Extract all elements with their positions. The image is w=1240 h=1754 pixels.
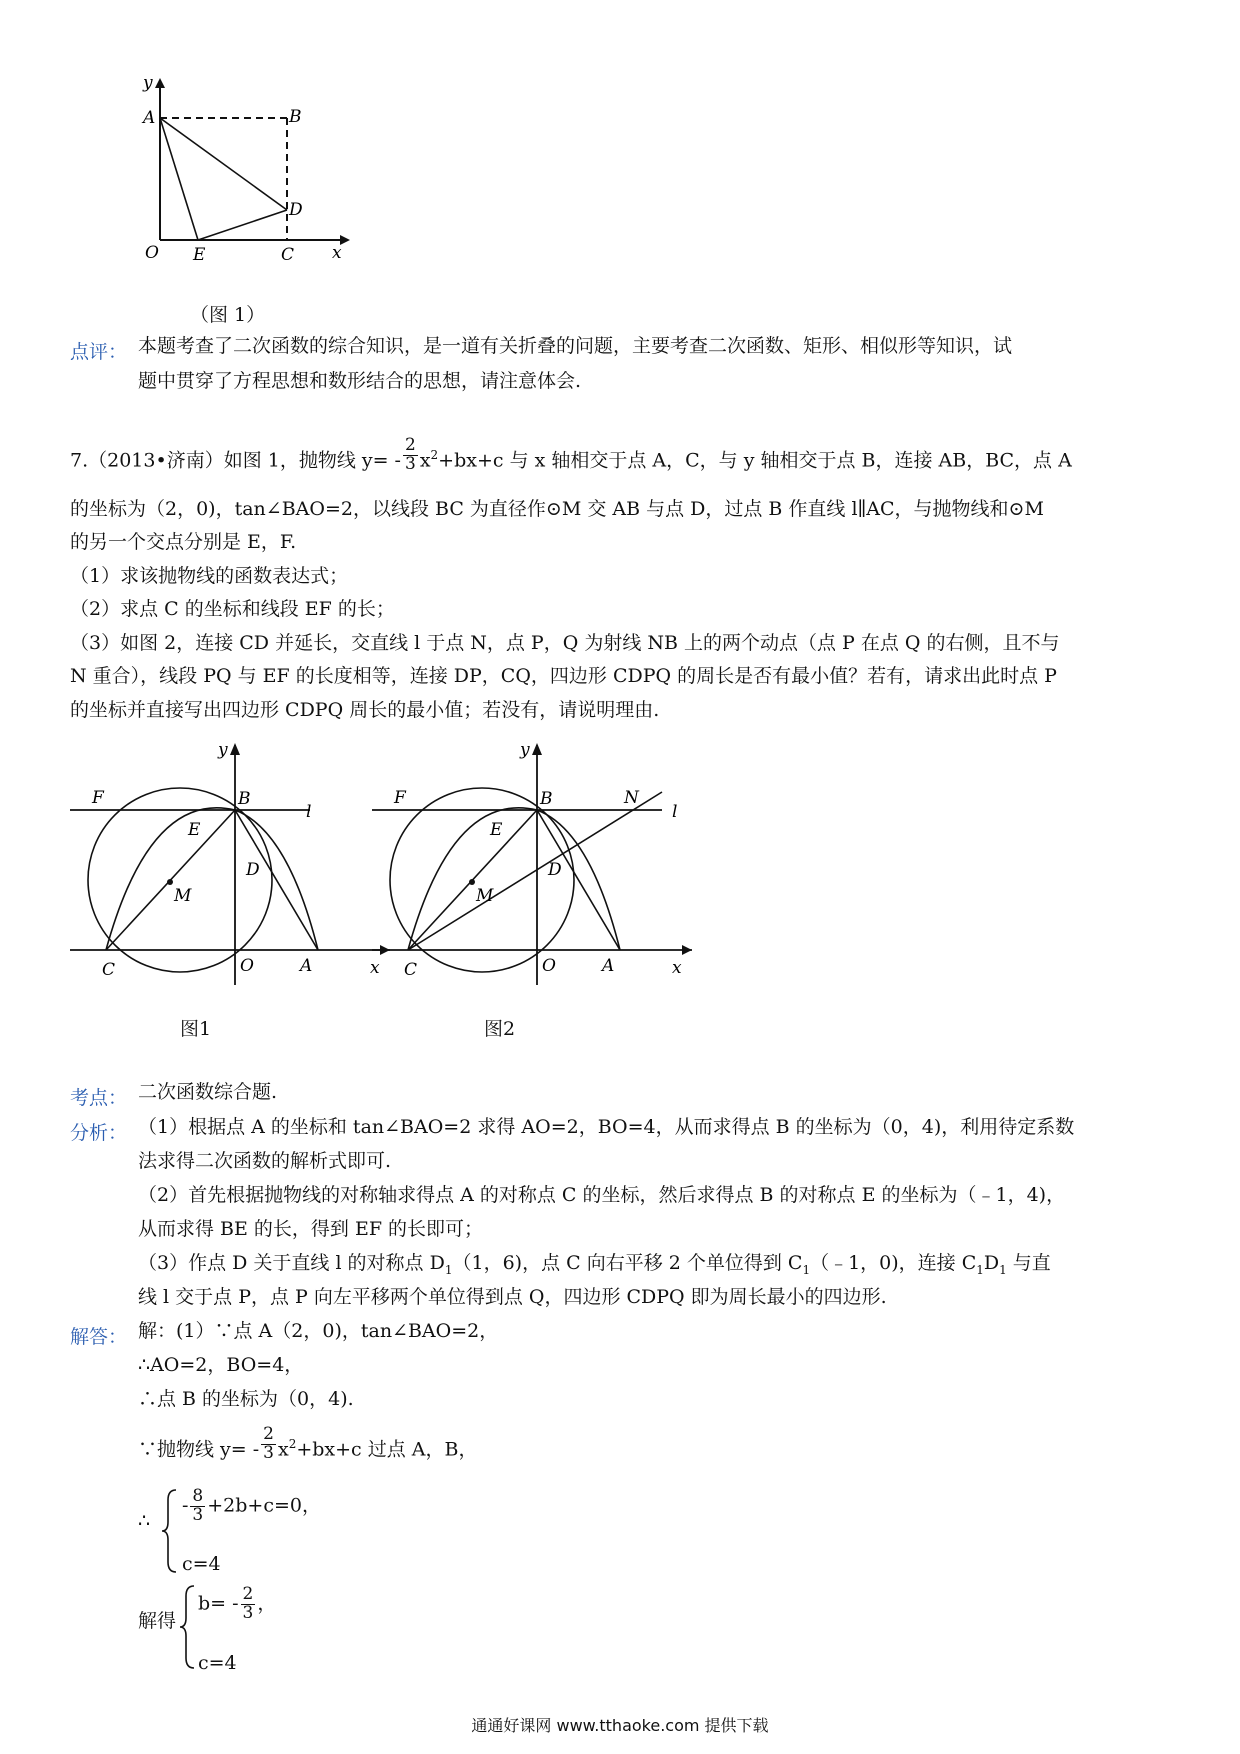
- fenxi-label: 分析：: [70, 1122, 128, 1144]
- system1-eq1: - $\frac{8}{3}$ +2b+c=0，: [182, 1486, 322, 1525]
- comment-label: 点评：: [70, 341, 128, 363]
- fraction: $\frac{2}{3}$: [404, 435, 416, 474]
- fig1-label-l: l: [306, 802, 312, 822]
- fig2-label-B: B: [540, 789, 553, 809]
- fig2-label-F: F: [394, 788, 406, 808]
- fig2-label-y: y: [520, 740, 530, 760]
- system2-eq1: b= - $\frac{2}{3}$ ，: [198, 1584, 277, 1623]
- fig2-label-M: M: [476, 886, 494, 906]
- fraction: $\frac{8}{3}$: [192, 1486, 204, 1525]
- jieda-line-2: ∴AO=2，BO=4，: [138, 1354, 304, 1376]
- figure-1-parabola-circle: [70, 735, 400, 1005]
- jieda-line-4: ∵抛物线 y= - $\frac{2}{3}$ $x^2+bx+c$ 过点 A，B，: [138, 1424, 478, 1463]
- system2-eq2: c=4: [198, 1652, 237, 1674]
- problem-line-7: N 重合），线段 PQ 与 EF 的长度相等，连接 DP，CQ，四边形 CDPQ 的周长是否有最小值？若有，请求出此时点 P: [70, 665, 1057, 687]
- fig1-label-O: O: [240, 956, 254, 976]
- label-D: D: [289, 200, 303, 220]
- fenxi-line-2: 法求得二次函数的解析式即可.: [138, 1150, 392, 1172]
- fig1-label-D: D: [246, 860, 260, 880]
- fenxi-line-1: （1）根据点 A 的坐标和 tan∠BAO=2 求得 AO=2，BO=4，从而求得点 B 的坐标为（0，4)，利用待定系数: [138, 1116, 1075, 1138]
- label-E: E: [193, 245, 206, 265]
- problem-line-1: 7.（2013•济南）如图 1，抛物线 y= - $\frac{2}{3}$ $x^2+bx+c$ 与 x 轴相交于点 A，C，与 y 轴相交于点 B，连接 AB，BC，点 A: [70, 435, 1072, 474]
- figure-caption-1: 图1: [180, 1018, 212, 1040]
- fig1-label-F: F: [92, 788, 104, 808]
- problem-prefix: 7.（2013•济南）如图 1，抛物线 y= -: [70, 449, 401, 472]
- kaodian-label: 考点：: [70, 1087, 128, 1109]
- problem-line-5: （2）求点 C 的坐标和线段 EF 的长；: [70, 598, 395, 620]
- fig2-label-O: O: [542, 956, 556, 976]
- comment-line-1: 本题考查了二次函数的综合知识，是一道有关折叠的问题，主要考查二次函数、矩形、相似形等知识，试: [138, 335, 1013, 357]
- figure-rectangle-fold: [125, 70, 355, 300]
- fraction: $\frac{2}{3}$: [263, 1424, 274, 1463]
- fig1-label-y: y: [218, 740, 228, 760]
- label-y: y: [143, 73, 153, 93]
- fig2-label-N: N: [624, 788, 639, 808]
- fig1-label-C: C: [102, 960, 116, 980]
- label-B: B: [289, 107, 302, 127]
- fig2-label-C: C: [404, 960, 418, 980]
- fenxi-line-6: 线 l 交于点 P，点 P 向左平移两个单位得到点 Q，四边形 CDPQ 即为周长最小的四边形.: [138, 1286, 887, 1308]
- jieda-label: 解答：: [70, 1326, 128, 1348]
- figure-2-parabola-circle: [372, 735, 702, 1005]
- left-brace-1: [160, 1488, 178, 1574]
- fig2-label-l: l: [672, 802, 678, 822]
- fenxi-line-3: （2）首先根据抛物线的对称轴求得点 A 的对称点 C 的坐标，然后求得点 B 的对称点 E 的坐标为（﹣1，4)，: [138, 1184, 1066, 1206]
- jieda-line-3: ∴点 B 的坐标为（0，4).: [138, 1388, 354, 1410]
- fig1-label-E: E: [188, 820, 201, 840]
- label-O: O: [145, 243, 159, 263]
- footer: 通通好课网 www.tthaoke.com 提供下载: [471, 1716, 769, 1735]
- figure-caption-2: 图2: [484, 1018, 516, 1040]
- figure-caption-top: （图 1）: [190, 304, 266, 326]
- fraction: $\frac{2}{3}$: [242, 1584, 254, 1623]
- problem-line-2: 的坐标为（2，0)，tan∠BAO=2，以线段 BC 为直径作⊙M 交 AB 与点 D，过点 B 作直线 l∥AC，与抛物线和⊙M: [70, 498, 1044, 520]
- fig2-label-D: D: [548, 860, 562, 880]
- problem-line-8: 的坐标并直接写出四边形 CDPQ 周长的最小值；若没有，请说明理由.: [70, 699, 660, 721]
- problem-line-6: （3）如图 2，连接 CD 并延长，交直线 l 于点 N，点 P，Q 为射线 NB 上的两个动点（点 P 在点 Q 的右侧，且不与: [70, 632, 1060, 654]
- therefore-symbol: ∴: [138, 1510, 151, 1532]
- left-brace-2: [178, 1584, 196, 1670]
- label-x: x: [332, 243, 342, 263]
- system1-eq2: c=4: [182, 1553, 221, 1575]
- fig1-label-A: A: [300, 956, 313, 976]
- label-C: C: [281, 245, 295, 265]
- fig2-label-A: A: [602, 956, 615, 976]
- label-A: A: [143, 108, 156, 128]
- fig1-label-x: x: [370, 958, 380, 978]
- problem-line-4: （1）求该抛物线的函数表达式；: [70, 565, 349, 587]
- fig1-label-B: B: [238, 789, 251, 809]
- comment-line-2: 题中贯穿了方程思想和数形结合的思想，请注意体会.: [138, 370, 582, 392]
- problem-line-3: 的另一个交点分别是 E，F.: [70, 531, 297, 553]
- kaodian-text: 二次函数综合题.: [138, 1081, 278, 1103]
- solve-label: 解得: [138, 1610, 177, 1632]
- jieda-line-1: 解：(1）∵点 A（2，0)，tan∠BAO=2，: [138, 1320, 499, 1342]
- fenxi-line-5: （3）作点 D 关于直线 l 的对称点 $D_1(1$，6)，点 C 向右平移 2 个单位得到 $C_1(﹣1$，0)，连接 $C_1D_1$ 与直: [138, 1252, 1051, 1277]
- fenxi-line-4: 从而求得 BE 的长，得到 EF 的长即可；: [138, 1218, 484, 1240]
- fig2-label-E: E: [490, 820, 503, 840]
- fig1-label-M: M: [174, 886, 192, 906]
- fig2-label-x: x: [672, 958, 682, 978]
